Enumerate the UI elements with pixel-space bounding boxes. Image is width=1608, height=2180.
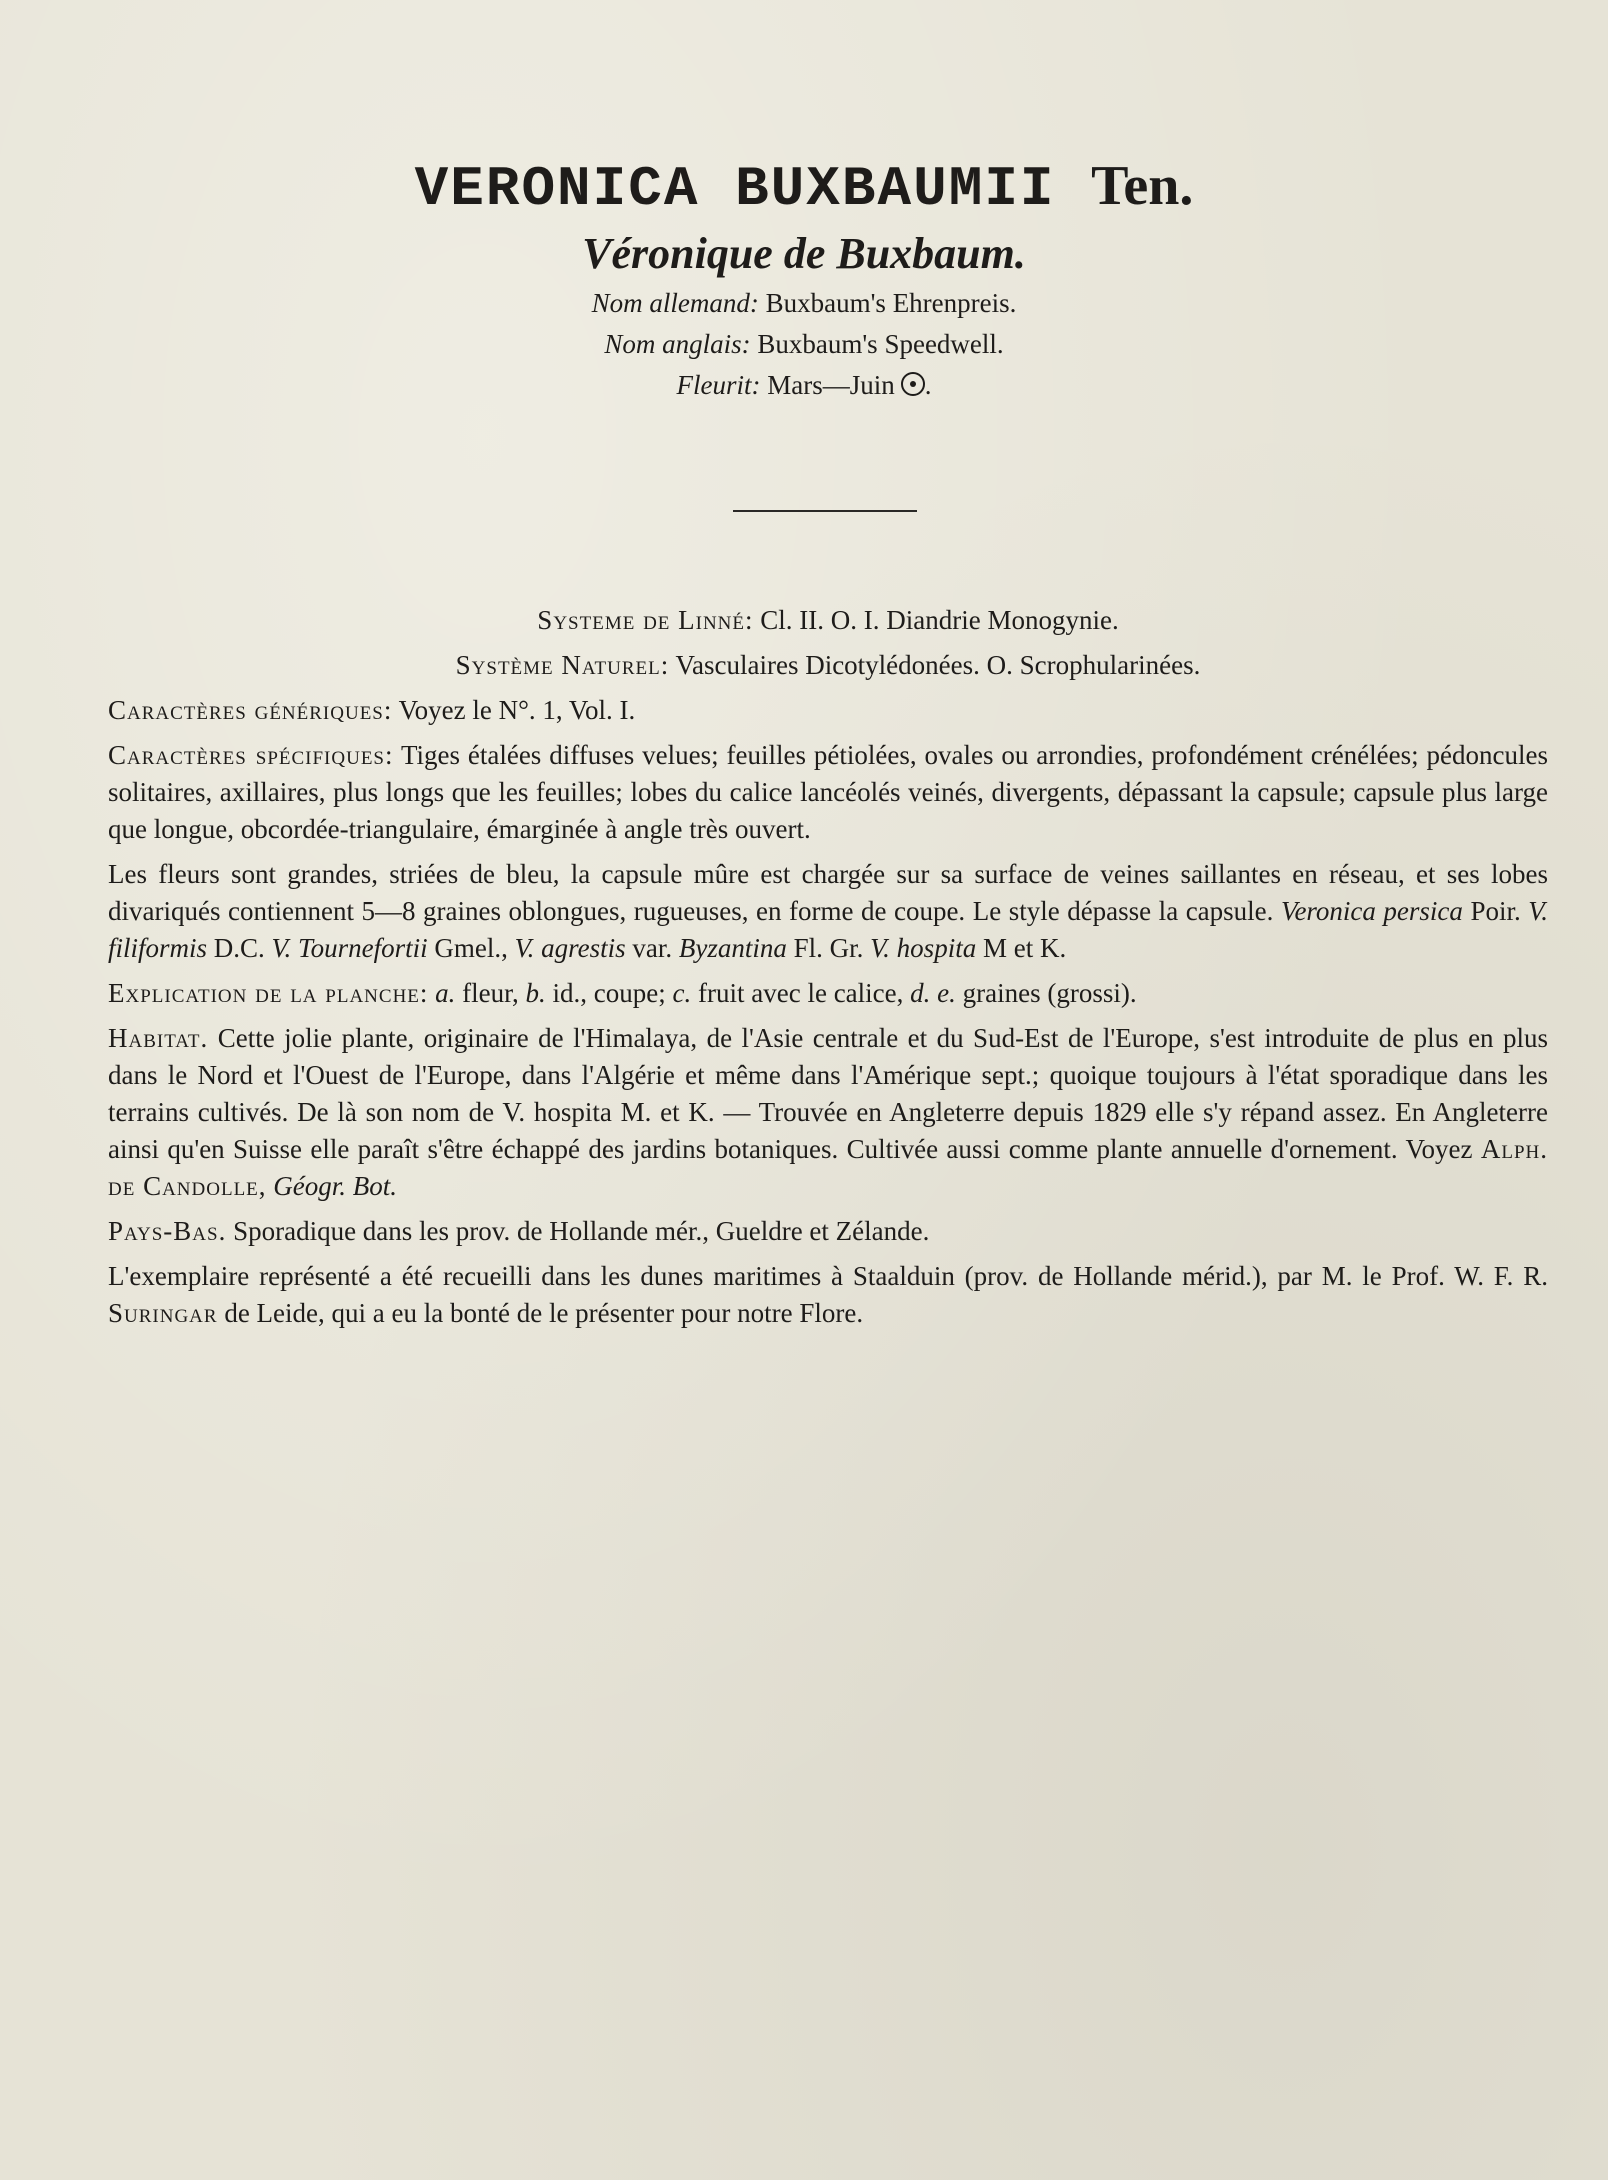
plate-key-a: a. — [435, 978, 456, 1008]
synonym-4-var: var. — [632, 933, 673, 963]
specimen-paragraph — [108, 1258, 1548, 1332]
synonym-5-name: V. hospita — [870, 933, 977, 963]
author-abbrev: Ten. — [1091, 155, 1194, 217]
linne-system-line — [108, 602, 1548, 639]
specific-text: Tiges étalées diffuses velues; feuilles pétiolées, ovales ou arrondies, profondément crénélées; pédoncules solitaires, axillaires, plus longs que les feuilles; lobes du calice lancéolés veinés, divergents, dépassant la capsule; capsule plus large que longue, obcordée-triangulaire, émarginée à angle très ouvert. — [108, 740, 1548, 844]
plate-key-c: c. — [672, 978, 692, 1008]
bloom-value: Mars—Juin — [767, 370, 895, 400]
generic-characters — [108, 692, 1548, 729]
description-body — [108, 602, 1548, 1340]
generic-label: Caractères génériques: — [108, 695, 393, 725]
netherlands-paragraph — [108, 1213, 1548, 1250]
species-title — [0, 150, 1608, 225]
natural-system-line — [108, 647, 1548, 684]
habitat-label: Habitat. — [108, 1023, 209, 1053]
english-name-label: Nom anglais: — [604, 329, 751, 359]
synonym-2-author: D.C. — [213, 933, 265, 963]
german-name-label: Nom allemand: — [591, 288, 759, 318]
netherlands-label: Pays-Bas. — [108, 1216, 227, 1246]
specimen-collector: Suringar — [108, 1298, 218, 1328]
header — [0, 150, 1608, 406]
synonym-2-name: V. filiformis — [108, 896, 1549, 963]
plate-text-de: graines (grossi). — [962, 978, 1137, 1008]
habitat-text: Cette jolie plante, originaire de l'Himalaya, de l'Asie centrale et du Sud-Est de l'Europe, s'est introduite de plus en plus dans le Nord et l'Ouest de l'Europe, dans l'Algérie et même dans l'Amérique sept.; quoique toujours à l'état sporadique dans les terrains cultivés. De là son nom de V. hospita M. et K. — Trouvée en Angleterre depuis 1829 elle s'y répand assez. En Angleterre ainsi qu'en Suisse elle paraît s'être échappé des jardins botaniques. Cultivée aussi comme plante annuelle d'ornement. Voyez — [108, 1023, 1548, 1164]
species-name: VERONICA BUXBAUMII — [414, 157, 1056, 221]
habitat-ref-work: Géogr. Bot. — [273, 1171, 398, 1201]
linne-value: Cl. II. O. I. Diandrie Monogynie. — [760, 605, 1119, 635]
linne-label: Systeme de Linné: — [537, 605, 754, 635]
bloom-line: Fleurit: Mars—Juin . — [676, 370, 932, 400]
synonym-4-varname: Byzantina — [678, 933, 787, 963]
specimen-text-before: L'exemplaire représenté a été recueilli dans les dunes maritimes à Staalduin (prov. de Hollande mérid.), par M. le Prof. W. F. R. — [108, 1261, 1548, 1291]
english-name-line — [0, 324, 1608, 365]
plate-text-b: id., coupe; — [552, 978, 666, 1008]
german-name-line — [0, 283, 1608, 324]
french-name: Véronique de Buxbaum. — [582, 229, 1026, 278]
plate-key-de: d. e. — [910, 978, 956, 1008]
plate-text-c: fruit avec le calice, — [698, 978, 904, 1008]
divider-rule — [733, 510, 917, 512]
synonym-1-name: Veronica persica — [1280, 896, 1463, 926]
plate-key-b: b. — [525, 978, 546, 1008]
netherlands-text: Sporadique dans les prov. de Hollande mér., Gueldre et Zélande. — [233, 1216, 930, 1246]
natural-label: Système Naturel: — [455, 650, 670, 680]
flowers-text: Les fleurs sont grandes, striées de bleu, la capsule mûre est chargée sur sa surface de veines saillantes en réseau, et ses lobes divariqués contiennent 5—8 graines oblongues, rugueuses, en forme de coupe. Le style dépasse la capsule. — [108, 859, 1548, 926]
annual-symbol-icon — [901, 372, 925, 396]
synonym-4-name: V. agrestis — [514, 933, 626, 963]
specific-label: Caractères spécifiques: — [108, 740, 394, 770]
english-name-value: Buxbaum's Speedwell. — [757, 329, 1004, 359]
plate-explanation — [108, 975, 1548, 1012]
synonym-4-author: Fl. Gr. — [793, 933, 864, 963]
synonym-1-author: Poir. — [1470, 896, 1521, 926]
natural-value: Vasculaires Dicotylédonées. O. Scrophularinées. — [675, 650, 1201, 680]
generic-text: Voyez le N°. 1, Vol. I. — [398, 695, 636, 725]
plate-text-a: fleur, — [462, 978, 519, 1008]
flowers-paragraph — [108, 856, 1548, 967]
habitat-ref-author: Alph. de Candolle, — [108, 1134, 1549, 1201]
specific-characters — [108, 737, 1548, 848]
specimen-text-after: de Leide, qui a eu la bonté de le présenter pour notre Flore. — [224, 1298, 864, 1328]
synonym-3-name: V. Tournefortii — [271, 933, 428, 963]
bloom-label: Fleurit: — [676, 370, 761, 400]
synonym-3-author: Gmel., — [434, 933, 508, 963]
german-name-value: Buxbaum's Ehrenpreis. — [765, 288, 1017, 318]
synonym-5-author: M et K. — [982, 933, 1067, 963]
plate-label: Explication de la planche: — [108, 978, 429, 1008]
habitat-paragraph — [108, 1020, 1548, 1205]
